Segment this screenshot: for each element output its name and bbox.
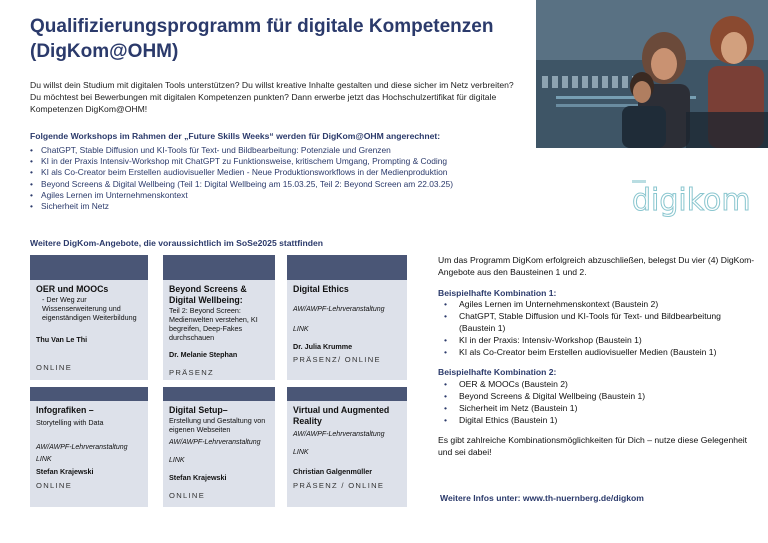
title-line-2: (DigKom@OHM) <box>30 41 179 62</box>
svg-text:digikom: digikom <box>632 183 751 218</box>
card-title: Digital Ethics <box>293 284 349 294</box>
card-subtitle: Storytelling with Data <box>36 418 104 427</box>
offer-card-beyond-screens <box>163 255 275 380</box>
workshops-heading: Folgende Workshops im Rahmen der „Future Skills Weeks“ werden für DigKom@OHM angerechnet: <box>30 131 441 141</box>
digikom-logo-mark <box>632 178 760 218</box>
list-item: • Digital Ethics (Baustein 1) <box>444 415 758 427</box>
offers-heading: Weitere DigKom-Angebote, die voraussichtlich im SoSe2025 stattfinden <box>30 238 324 248</box>
card-title: Virtual und Augmented Reality <box>293 405 390 426</box>
card-title: Beyond Screens & Digital Wellbeing: <box>169 284 247 305</box>
list-item: • OER & MOOCs (Baustein 2) <box>444 379 758 391</box>
card-mode: PRÄSENZ / ONLINE <box>293 480 385 490</box>
list-item: • ChatGPT, Stable Diffusion und KI-Tools für Text- und Bildbearbeitung (Baustein 1) <box>444 311 758 335</box>
card-course-type: AW/AWPF-Lehrveranstaltung <box>169 439 261 446</box>
list-item: • KI als Co-Creator beim Erstellen audiovisueller Medien (Baustein 1) <box>444 347 758 359</box>
card-course-type: AW/AWPF-Lehrveranstaltung <box>293 431 385 438</box>
combination-1-heading: Beispielhafte Kombination 1: <box>438 287 557 298</box>
card-header-band <box>163 255 275 280</box>
list-item: • KI in der Praxis Intensiv-Workshop mit ChatGPT zu Funktionsweise, kritischem Umgang, Prompting & Coding <box>30 156 530 167</box>
closing-text: Es gibt zahlreiche Kombinationsmöglichkeiten für Dich – nutze diese Gelegenheit und sei dabei! <box>438 435 748 458</box>
card-course-type: AW/AWPF-Lehrveranstaltung <box>293 306 385 313</box>
card-course-type: AW/AWPF-Lehrveranstaltung <box>36 444 128 451</box>
workshops-list <box>30 145 530 212</box>
card-person: Christian Galgenmüller <box>293 467 373 477</box>
card-title: Infografiken – <box>36 405 94 415</box>
card-link[interactable]: LINK <box>169 456 185 464</box>
offer-card-oer-moocs <box>30 255 148 380</box>
card-mode: ONLINE <box>36 480 73 490</box>
program-info <box>438 255 758 459</box>
card-link[interactable]: LINK <box>293 448 309 456</box>
card-person: Stefan Krajewski <box>36 467 94 477</box>
list-item: • Beyond Screens & Digital Wellbeing (Teil 1: Digital Wellbeing am 15.03.25, Teil 2: Beyond Screen am 22.03.25) <box>30 179 530 190</box>
offer-card-digital-setup <box>163 387 275 507</box>
digikom-logo <box>632 178 760 223</box>
list-item: • KI als Co-Creator beim Erstellen audiovisueller Medien - Neue Produktionsworkflows in der Medienproduktion <box>30 167 530 178</box>
list-item: • ChatGPT, Stable Diffusion und KI-Tools für Text- und Bildbearbeitung: Potenziale und Grenzen <box>30 145 530 156</box>
card-mode: PRÄSENZ <box>169 367 214 377</box>
card-subtitle: Teil 2: Beyond Screen: Medienwelten verstehen, KI begreifen, Deep-Fakes durchschauen <box>169 306 258 342</box>
card-title: Digital Setup– <box>169 405 228 415</box>
card-title: OER und MOOCs <box>36 284 109 294</box>
combination-1-list <box>444 299 758 358</box>
card-mode: ONLINE <box>36 362 73 372</box>
card-header-band <box>287 387 407 401</box>
card-person: Stefan Krajewski <box>169 473 227 483</box>
offer-card-digital-ethics <box>287 255 407 380</box>
card-person: Dr. Melanie Stephan <box>169 350 238 359</box>
hero-photo <box>536 0 768 148</box>
card-mode: ONLINE <box>169 490 206 500</box>
card-link[interactable]: LINK <box>36 455 52 463</box>
card-subtitle: - Der Weg zur Wissenserweiterung und eigenständigen Weiterbildung <box>42 295 137 322</box>
list-item: • Sicherheit im Netz <box>30 201 530 212</box>
offer-card-vr-ar <box>287 387 407 507</box>
page-title <box>30 14 530 64</box>
list-item: • Agiles Lernen im Unternehmenskontext (Baustein 2) <box>444 299 758 311</box>
more-info-link[interactable]: Weitere Infos unter: www.th-nuernberg.de/digkom <box>440 493 644 503</box>
card-person: Dr. Julia Krumme <box>293 342 353 352</box>
card-person: Thu Van Le Thi <box>36 335 88 344</box>
card-header-band <box>287 255 407 280</box>
combination-2-list <box>444 379 758 426</box>
card-header-band <box>30 387 148 401</box>
card-subtitle: Erstellung und Gestaltung von eigenen Webseiten <box>169 416 266 434</box>
title-line-1: Qualifizierungsprogramm für digitale Kompetenzen <box>30 16 494 37</box>
combination-2-heading: Beispielhafte Kombination 2: <box>438 367 557 378</box>
card-header-band <box>163 387 275 401</box>
offer-card-infografiken <box>30 387 148 507</box>
list-item: • Sicherheit im Netz (Baustein 1) <box>444 403 758 415</box>
card-link[interactable]: LINK <box>293 325 309 333</box>
list-item: • KI in der Praxis: Intensiv-Workshop (Baustein 1) <box>444 335 758 347</box>
list-item: • Beyond Screens & Digital Wellbeing (Baustein 1) <box>444 391 758 403</box>
card-mode: PRÄSENZ/ ONLINE <box>293 354 381 364</box>
intro-text: Du willst dein Studium mit digitalen Tools unterstützen? Du willst kreative Inhalte gestalten und diese sicher im Netz verbreiten? Du möchtest bei Bewerbungen mit digitalen Kompetenzen punkten? Dann erwerbe jetzt das Hochschulzertifikat für digitale Kompetenzen DigKom@OHM! <box>30 80 514 114</box>
list-item: • Agiles Lernen im Unternehmenskontext <box>30 190 530 201</box>
card-header-band <box>30 255 148 280</box>
program-requirements: Um das Programm DigKom erfolgreich abzuschließen, belegst Du vier (4) DigKom-Angebote aus den Bausteinen 1 und 2. <box>438 255 755 277</box>
